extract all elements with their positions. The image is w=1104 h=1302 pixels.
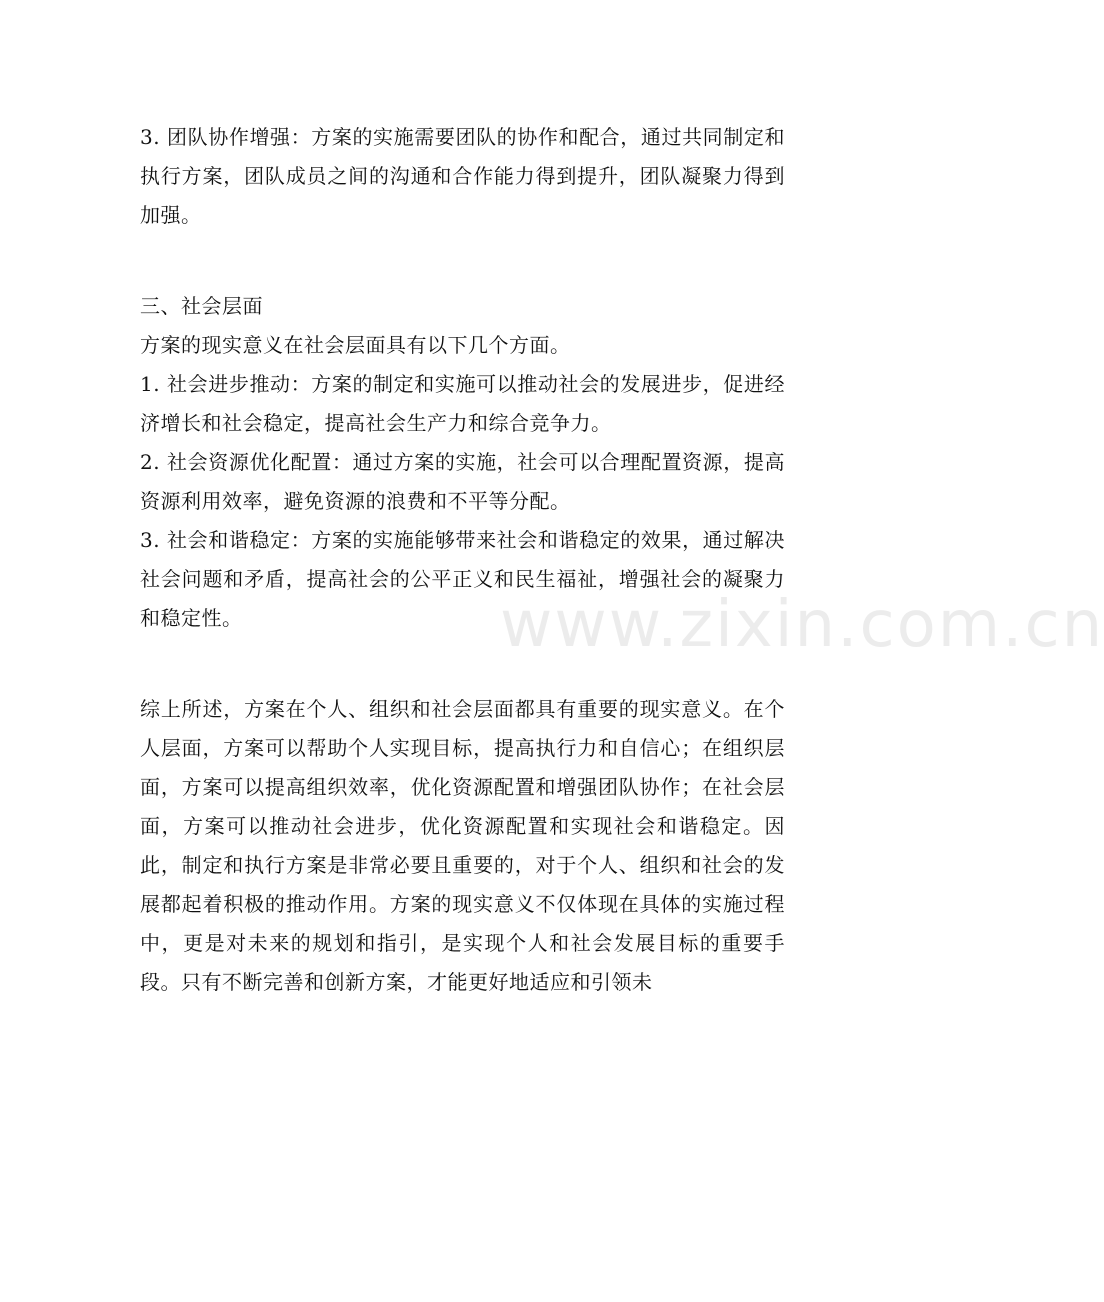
section-heading-social: 三、社会层面	[140, 294, 263, 318]
watermark: www.zixin.com.cn	[500, 588, 1104, 662]
list-item-social-resources: 2. 社会资源优化配置：通过方案的实施，社会可以合理配置资源，提高资源利用效率，避免资源的浪费和不平等分配。	[140, 450, 785, 513]
list-item-social-progress: 1. 社会进步推动：方案的制定和实施可以推动社会的发展进步，促进经济增长和社会稳定，提高社会生产力和综合竞争力。	[140, 372, 785, 435]
paragraph-social-intro: 方案的现实意义在社会层面具有以下几个方面。	[140, 333, 571, 357]
paragraph-conclusion: 综上所述，方案在个人、组织和社会层面都具有重要的现实意义。在个人层面，方案可以帮助个人实现目标，提高执行力和自信心；在组织层面，方案可以提高组织效率，优化资源配置和增强团队协作；在社会层面，方案可以推动社会进步，优化资源配置和实现社会和谐稳定。因此，制定和执行方案是非常必要且重要的，对于个人、组织和社会的发展都起着积极的推动作用。方案的现实意义不仅体现在具体的实施过程中，更是对未来的规划和指引，是实现个人和社会发展目标的重要手段。只有不断完善和创新方案，才能更好地适应和引领未	[140, 697, 785, 994]
paragraph-spacer	[140, 235, 785, 287]
document-body	[140, 118, 785, 1002]
paragraph-team-collaboration: 3. 团队协作增强：方案的实施需要团队的协作和配合，通过共同制定和执行方案，团队成员之间的沟通和合作能力得到提升，团队凝聚力得到加强。	[140, 125, 785, 227]
list-item-social-harmony: 3. 社会和谐稳定：方案的实施能够带来社会和谐稳定的效果，通过解决社会问题和矛盾，提高社会的公平正义和民生福祉，增强社会的凝聚力和稳定性。	[140, 528, 785, 630]
